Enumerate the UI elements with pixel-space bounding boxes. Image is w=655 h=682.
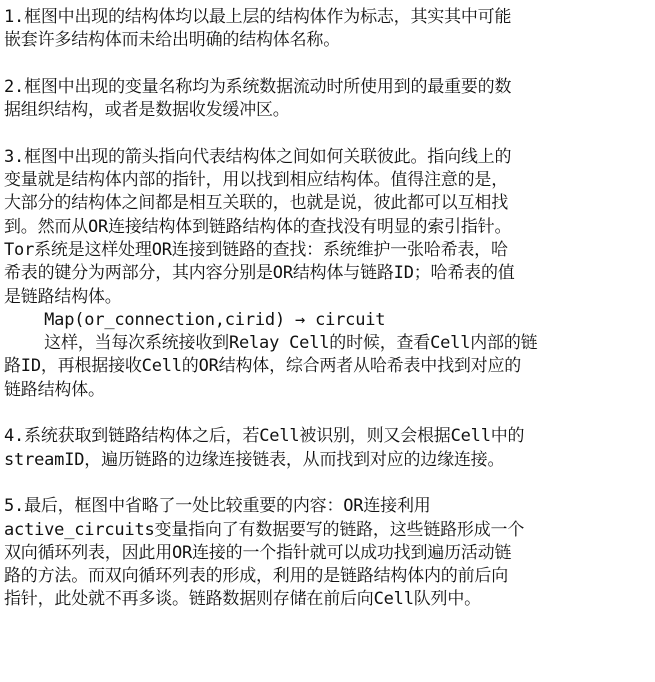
text-line: 这样，当每次系统接收到Relay Cell的时候，查看Cell内部的链 [4,333,538,354]
paragraph-3 [4,146,652,402]
text-line: 4.系统获取到链路结构体之后，若Cell被识别，则又会根据Cell中的 [4,426,525,447]
text-line: 5.最后，框图中省略了一处比较重要的内容：OR连接利用 [4,496,431,517]
text-line: 据组织结构，或者是数据收发缓冲区。 [4,100,290,121]
paragraph-gap [4,472,652,495]
text-line: Tor系统是这样处理OR连接到链路的查找：系统维护一张哈希表，哈 [4,239,508,260]
text-line: 双向循环列表，因此用OR连接的一个指针就可以成功找到遍历活动链 [4,542,512,563]
paragraph-1 [4,6,652,53]
text-line: 路ID，再根据接收Cell的OR结构体，综合两者从哈希表中找到对应的 [4,356,522,377]
text-line: Map(or_connection,cirid) → circuit [4,309,386,330]
document-body [4,6,652,612]
text-line: 希表的键分为两部分，其内容分别是OR结构体与链路ID；哈希表的值 [4,263,515,284]
text-line: 到。然而从OR连接结构体到链路结构体的查找没有明显的索引指针。 [4,216,512,237]
paragraph-2 [4,76,652,123]
paragraph-gap [4,402,652,425]
text-line: 变量就是结构体内部的指针，用以找到相应结构体。值得注意的是， [4,170,508,191]
text-line: 大部分的结构体之间都是相互关联的，也就是说，彼此都可以互相找 [4,193,508,214]
text-line: 是链路结构体。 [4,286,122,307]
text-line: 链路结构体。 [4,379,105,400]
text-line: 嵌套许多结构体而未给出明确的结构体名称。 [4,30,340,51]
paragraph-gap [4,53,652,76]
text-line: 路的方法。而双向循环列表的形成，利用的是链路结构体内的前后向 [4,566,508,587]
text-line: streamID，遍历链路的边缘连接链表，从而找到对应的边缘连接。 [4,449,505,470]
text-line: 3.框图中出现的箭头指向代表结构体之间如何关联彼此。指向线上的 [4,146,512,167]
paragraph-5 [4,495,652,611]
paragraph-gap [4,122,652,145]
text-line: 1.框图中出现的结构体均以最上层的结构体作为标志，其实其中可能 [4,7,512,27]
paragraph-4 [4,425,652,472]
text-line: 2.框图中出现的变量名称均为系统数据流动时所使用到的最重要的数 [4,76,512,97]
text-line: active_circuits变量指向了有数据要写的链路，这些链路形成一个 [4,519,525,540]
text-line: 指针，此处就不再多谈。链路数据则存储在前后向Cell队列中。 [4,589,481,610]
